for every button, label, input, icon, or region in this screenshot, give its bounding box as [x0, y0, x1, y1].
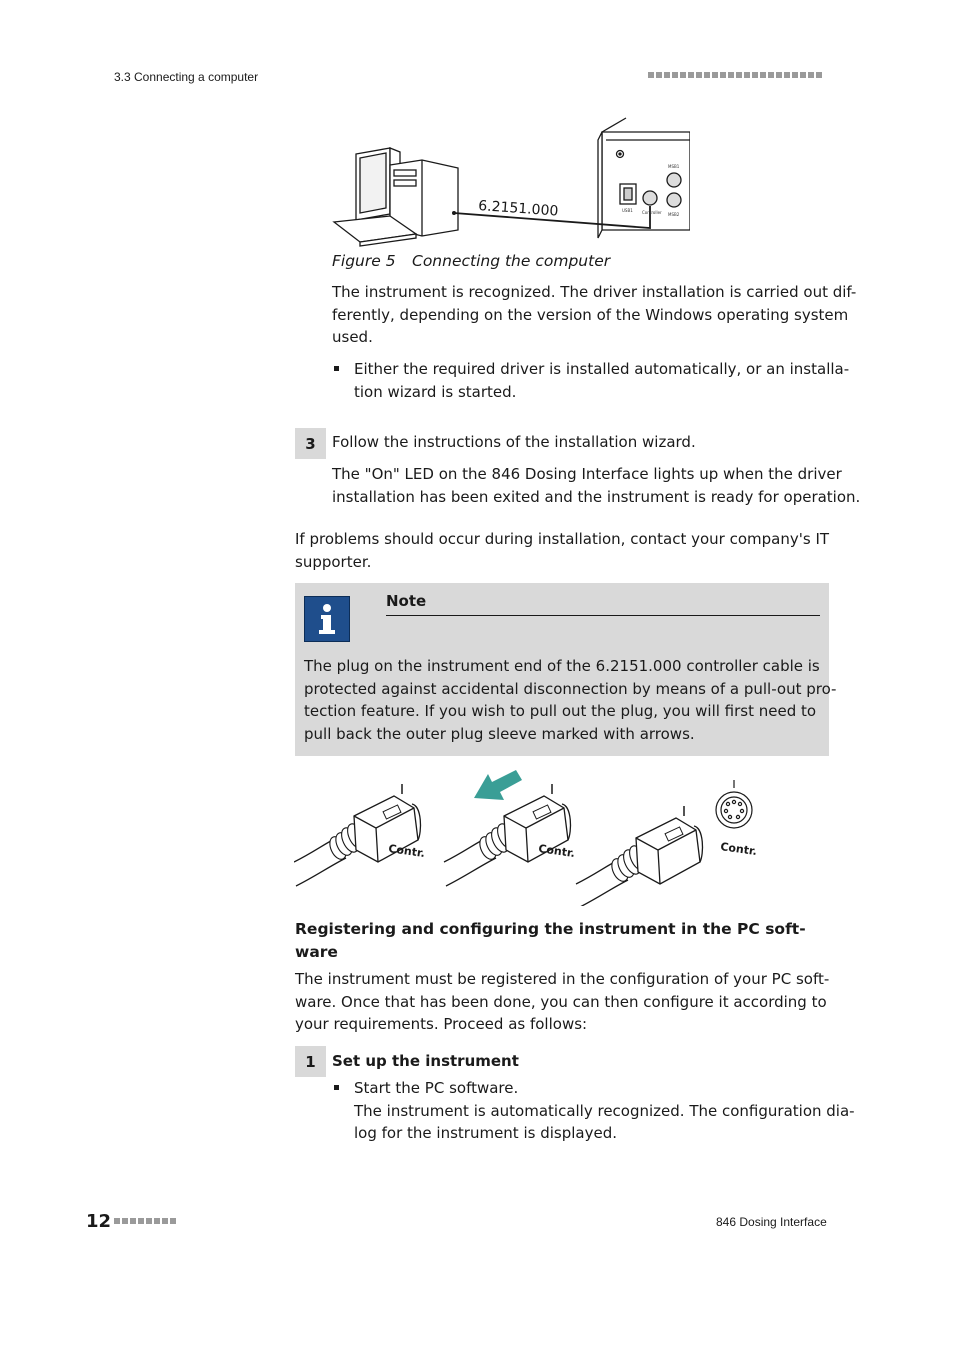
step-3-text: Follow the instructions of the installation wizard. [332, 433, 696, 451]
note-title: Note [386, 592, 427, 610]
running-header-section: 3.3 Connecting a computer [114, 70, 259, 84]
port-label-msb1: MSB1 [668, 164, 680, 169]
paragraph-line: installation has been exited and the instrument is ready for operation. [332, 487, 861, 506]
note-line: pull back the outer plug sleeve marked with arrows. [304, 724, 695, 743]
figure-caption [332, 250, 610, 273]
plug-label: Contr. [719, 840, 758, 859]
bullet-line: The instrument is automatically recognized. The configuration dia- [354, 1101, 855, 1120]
paragraph-line: The instrument must be registered in the configuration of your PC soft- [295, 970, 830, 988]
paragraph-recognized [332, 281, 856, 349]
figure-title: Connecting the computer [412, 252, 611, 270]
plug-label: Contr. [387, 842, 426, 861]
port-label-controller: Controller [642, 210, 662, 215]
header-decoration-squares [648, 72, 822, 78]
plug-label: Contr. [537, 842, 576, 861]
note-line: The plug on the instrument end of the 6.2151.000 controller cable is [304, 657, 820, 675]
page-number: 12 [86, 1211, 112, 1232]
step-number-1: 1 [295, 1046, 326, 1077]
paragraph-line: supporter. [295, 552, 372, 571]
bullet-driver [354, 358, 849, 403]
plug-disconnect-illustration [294, 766, 764, 906]
step-number-3: 3 [295, 428, 326, 459]
footer-product-name: 846 Dosing Interface [716, 1215, 827, 1229]
paragraph-line: used. [332, 328, 373, 346]
paragraph-line: ware. Once that has been done, you can then configure it according to [295, 992, 827, 1011]
port-label-msb2: MSB2 [668, 212, 680, 217]
bullet-line: Either the required driver is installed automatically, or an installa- [354, 360, 850, 378]
cable-label: 6.2151.000 [477, 198, 559, 220]
step-1-bullet [354, 1077, 855, 1145]
port-label-usb: USB1 [622, 208, 633, 213]
paragraph-line: your requirements. Proceed as follows: [295, 1015, 588, 1033]
heading-line: Registering and configuring the instrument in the PC soft- [295, 920, 806, 938]
heading-line: ware [295, 943, 338, 961]
bullet-marker [334, 366, 339, 371]
step-1-title: Set up the instrument [332, 1052, 519, 1070]
note-divider [386, 615, 820, 616]
bullet-line: Start the PC software. [354, 1079, 519, 1097]
section-heading [295, 918, 806, 964]
paragraph-line: ferently, depending on the version of the Windows operating system [332, 305, 849, 324]
note-line: protected against accidental disconnection by means of a pull-out pro- [304, 679, 837, 698]
footer-decoration-squares [114, 1218, 176, 1224]
info-icon [304, 596, 350, 642]
paragraph-line: If problems should occur during installation, contact your company's IT [295, 530, 830, 548]
paragraph-problems [295, 528, 829, 573]
bullet-marker [334, 1085, 339, 1090]
note-line: tection feature. If you wish to pull out the plug, you will first need to [304, 702, 817, 720]
paragraph-registering [295, 968, 829, 1036]
step-3-followup [332, 463, 860, 508]
figure-number: Figure 5 [332, 252, 396, 270]
paragraph-line: The "On" LED on the 846 Dosing Interface lights up when the driver [332, 465, 842, 483]
bullet-line: tion wizard is started. [354, 382, 517, 401]
bullet-line: log for the instrument is displayed. [354, 1124, 617, 1142]
note-body [304, 655, 836, 745]
computer-connection-illustration [330, 110, 690, 248]
paragraph-line: The instrument is recognized. The driver installation is carried out dif- [332, 283, 857, 301]
